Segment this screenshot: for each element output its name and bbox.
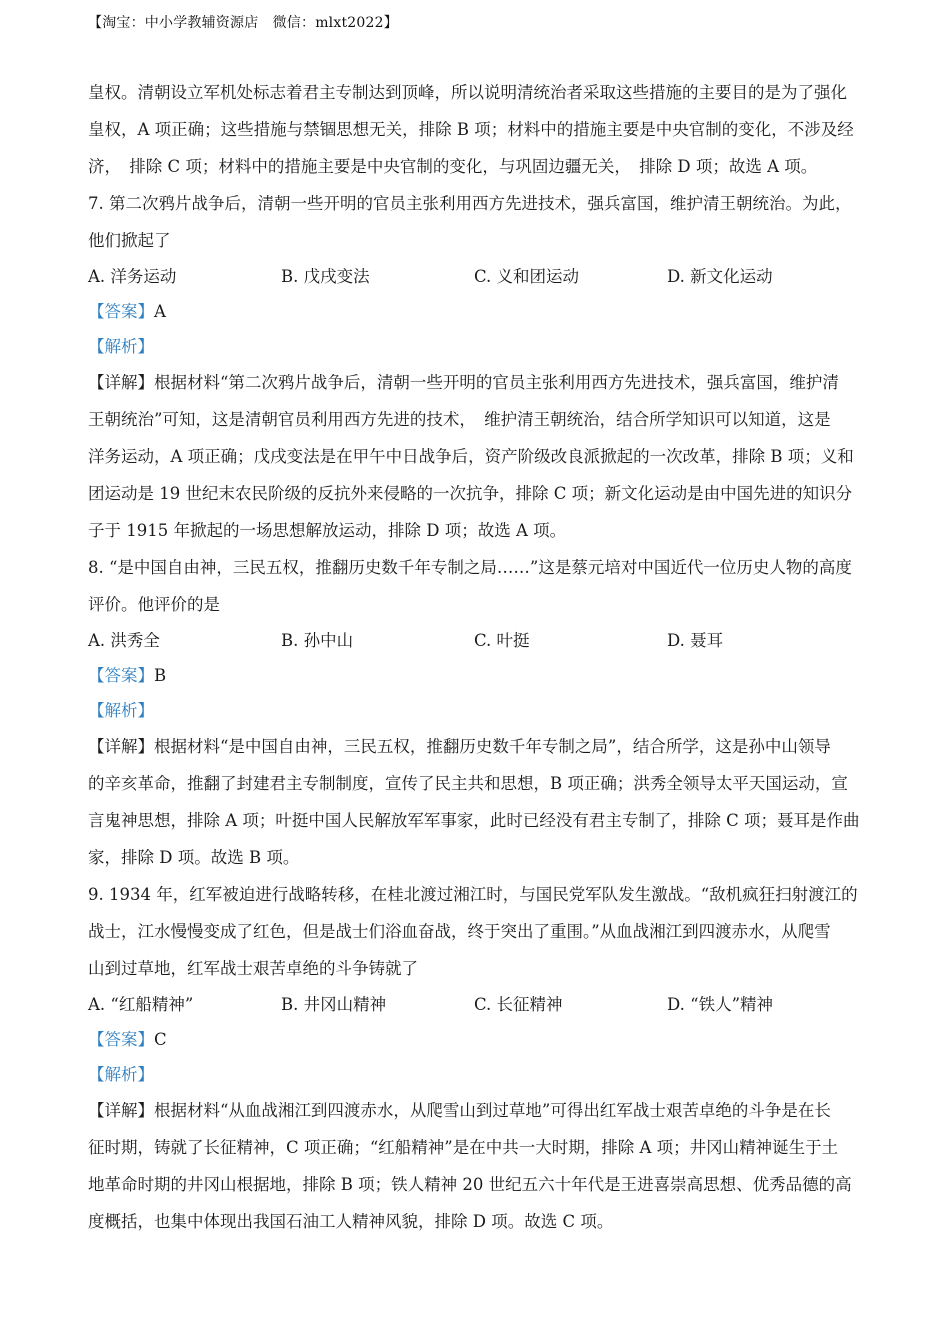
- answer-tag: 【答案】: [88, 666, 154, 685]
- q8-option-a: A. 洪秀全: [88, 631, 160, 650]
- q9-stem-line: 山到过草地，红军战士艰苦卓绝的斗争铸就了: [88, 959, 418, 978]
- q9-detail-line: 征时期，铸就了长征精神，C 项正确；“红船精神”是在中共一大时期，排除 A 项；井冈山精神诞生于土: [88, 1138, 839, 1157]
- answer-tag: 【答案】: [88, 302, 154, 321]
- q7-stem-line: 他们掀起了: [88, 231, 171, 250]
- intro-line: 皇权。清朝设立军机处标志着君主专制达到顶峰，所以说明清统治者采取这些措施的主要目的是为了强化: [88, 83, 847, 102]
- page-header: 【淘宝：中小学教辅资源店 微信：mlxt2022】: [88, 15, 398, 31]
- q8-detail-line: 家，排除 D 项。故选 B 项。: [88, 848, 300, 867]
- detail-tag: 【详解】: [88, 1101, 154, 1120]
- detail-tag: 【详解】: [88, 373, 154, 392]
- document-body: [88, 74, 860, 1240]
- analysis-tag: 【解析】: [88, 1065, 154, 1084]
- q9-options: [88, 987, 860, 1022]
- q9-answer: [88, 1022, 860, 1057]
- q7-detail-line: 团运动是 19 世纪末农民阶级的反抗外来侵略的一次抗争，排除 C 项；新文化运动是由中国先进的知识分: [88, 484, 853, 503]
- q7-answer: [88, 294, 860, 329]
- q7-stem-line: 7. 第二次鸦片战争后，清朝一些开明的官员主张利用西方先进技术，强兵富国，维护清王朝统治。为此，: [88, 194, 852, 213]
- q8-analysis: [88, 693, 860, 728]
- answer-value: C: [154, 1030, 167, 1049]
- q7-option-b: B. 戊戌变法: [281, 267, 370, 286]
- q9-option-a: A. “红船精神”: [88, 995, 194, 1014]
- detail-text: 根据材料“第二次鸦片战争后，清朝一些开明的官员主张利用西方先进技术，强兵富国，维护清: [154, 373, 839, 392]
- q8-option-b: B. 孙中山: [281, 631, 354, 650]
- q7-detail-line: 子于 1915 年掀起的一场思想解放运动，排除 D 项；故选 A 项。: [88, 521, 567, 540]
- q9-option-c: C. 长征精神: [474, 995, 563, 1014]
- analysis-tag: 【解析】: [88, 701, 154, 720]
- answer-value: B: [154, 666, 167, 685]
- detail-text: 根据材料“从血战湘江到四渡赤水，从爬雪山到过草地”可得出红军战士艰苦卓绝的斗争是在长: [154, 1101, 831, 1120]
- q7-detail-line: 王朝统治”可知，这是清朝官员利用西方先进的技术， 维护清王朝统治，结合所学知识可以知道，这是: [88, 410, 831, 429]
- q7-option-a: A. 洋务运动: [88, 267, 177, 286]
- q9-detail-line: 地革命时期的井冈山根据地，排除 B 项；铁人精神 20 世纪五六十年代是王进喜崇高思想、优秀品德的高: [88, 1175, 852, 1194]
- q8-stem-line: 评价。他评价的是: [88, 595, 220, 614]
- q8-detail-line: 的辛亥革命，推翻了封建君主专制制度，宣传了民主共和思想，B 项正确；洪秀全领导太平天国运动，宣: [88, 774, 848, 793]
- q8-options: [88, 623, 860, 658]
- answer-value: A: [154, 302, 166, 321]
- q9-detail-line: [88, 1092, 860, 1129]
- q9-stem-line: 9. 1934 年，红军被迫进行战略转移，在桂北渡过湘江时，与国民党军队发生激战。“敌机疯狂扫射渡江的: [88, 885, 858, 904]
- q8-option-d: D. 聂耳: [667, 631, 724, 650]
- q9-option-d: D. “铁人”精神: [667, 995, 774, 1014]
- analysis-tag: 【解析】: [88, 337, 154, 356]
- q7-options: [88, 259, 860, 294]
- q7-detail-line: [88, 364, 860, 401]
- q7-analysis: [88, 329, 860, 364]
- q7-option-d: D. 新文化运动: [667, 267, 773, 286]
- q9-detail-line: 度概括，也集中体现出我国石油工人精神风貌，排除 D 项。故选 C 项。: [88, 1212, 614, 1231]
- q8-option-c: C. 叶挺: [474, 631, 530, 650]
- q9-option-b: B. 井冈山精神: [281, 995, 387, 1014]
- detail-tag: 【详解】: [88, 737, 154, 756]
- intro-line: 皇权，A 项正确；这些措施与禁锢思想无关，排除 B 项；材料中的措施主要是中央官制的变化，不涉及经: [88, 120, 854, 139]
- q8-stem-line: 8. “是中国自由神，三民五权，推翻历史数千年专制之局……”这是蔡元培对中国近代一位历史人物的高度: [88, 558, 852, 577]
- q9-analysis: [88, 1057, 860, 1092]
- answer-tag: 【答案】: [88, 1030, 154, 1049]
- q7-option-c: C. 义和团运动: [474, 267, 580, 286]
- intro-line: 济， 排除 C 项；材料中的措施主要是中央官制的变化，与巩固边疆无关， 排除 D 项；故选 A 项。: [88, 157, 818, 176]
- q9-stem-line: 战士，江水慢慢变成了红色，但是战士们浴血奋战，终于突出了重围。”从血战湘江到四渡赤水，从爬雪: [88, 922, 831, 941]
- q8-answer: [88, 658, 860, 693]
- q8-detail-line: 言鬼神思想，排除 A 项；叶挺中国人民解放军军事家，此时已经没有君主专制了，排除 C 项；聂耳是作曲: [88, 811, 860, 830]
- q7-detail-line: 洋务运动，A 项正确；戊戌变法是在甲午中日战争后，资产阶级改良派掀起的一次改革，排除 B 项；义和: [88, 447, 854, 466]
- q8-detail-line: [88, 728, 860, 765]
- detail-text: 根据材料“是中国自由神，三民五权，推翻历史数千年专制之局”，结合所学，这是孙中山领导: [154, 737, 831, 756]
